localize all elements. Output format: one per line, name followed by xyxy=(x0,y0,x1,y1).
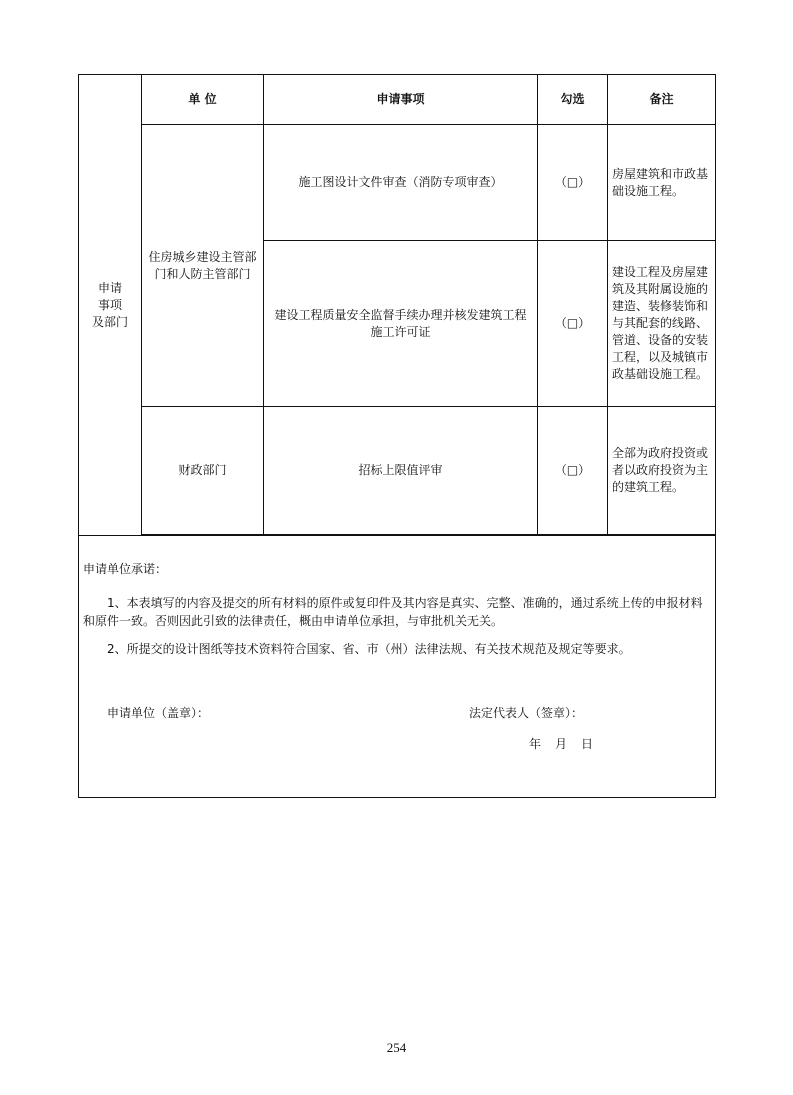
page-number: 254 xyxy=(386,1040,407,1055)
item-cell: 施工图设计文件审查（消防专项审查） xyxy=(264,125,538,241)
department-cell: 财政部门 xyxy=(142,407,264,535)
checkbox[interactable]: （□） xyxy=(538,407,608,535)
legal-representative-signature-label: 法定代表人（签章）： xyxy=(469,706,584,720)
pledge-title: 申请单位承诺： xyxy=(83,562,168,576)
remark-cell: 建设工程及房屋建筑及其附属设施的建造、装修装饰和与其配套的线路、管道、设备的安装工程，以及城镇市政基础设施工程。 xyxy=(608,241,716,407)
side-label: 申请 事项 及部门 xyxy=(79,75,142,536)
header-remark: 备注 xyxy=(608,75,716,125)
checkbox[interactable]: （□） xyxy=(538,125,608,241)
remark-cell: 全部为政府投资或者以政府投资为主的建筑工程。 xyxy=(608,407,716,535)
applicant-signature-label: 申请单位（盖章）： xyxy=(107,706,210,720)
pledge-paragraph-2: 2、所提交的设计图纸等技术资料符合国家、省、市（州）法律法规、有关技术规范及规定等要求。 xyxy=(107,642,631,656)
checkbox[interactable]: （□） xyxy=(538,241,608,407)
date-line: 年 月 日 xyxy=(529,737,595,751)
header-unit: 单 位 xyxy=(142,75,264,125)
item-cell: 招标上限值评审 xyxy=(264,407,538,535)
pledge-paragraph-1: 1、本表填写的内容及提交的所有材料的原件或复印件及其内容是真实、完整、准确的，通过系统上传的申报材料和原件一致。否则因此引致的法律责任，概由申请单位承担，与审批机关无关。 xyxy=(83,596,703,628)
pledge-section xyxy=(79,536,716,798)
header-check: 勾选 xyxy=(538,75,608,125)
item-cell: 建设工程质量安全监督手续办理并核发建筑工程施工许可证 xyxy=(264,241,538,407)
application-form-table xyxy=(78,74,716,798)
remark-cell: 房屋建筑和市政基础设施工程。 xyxy=(608,125,716,241)
department-cell: 住房城乡建设主管部门和人防主管部门 xyxy=(142,125,264,407)
table-row xyxy=(79,125,716,241)
table-row xyxy=(79,407,716,535)
header-item: 申请事项 xyxy=(264,75,538,125)
